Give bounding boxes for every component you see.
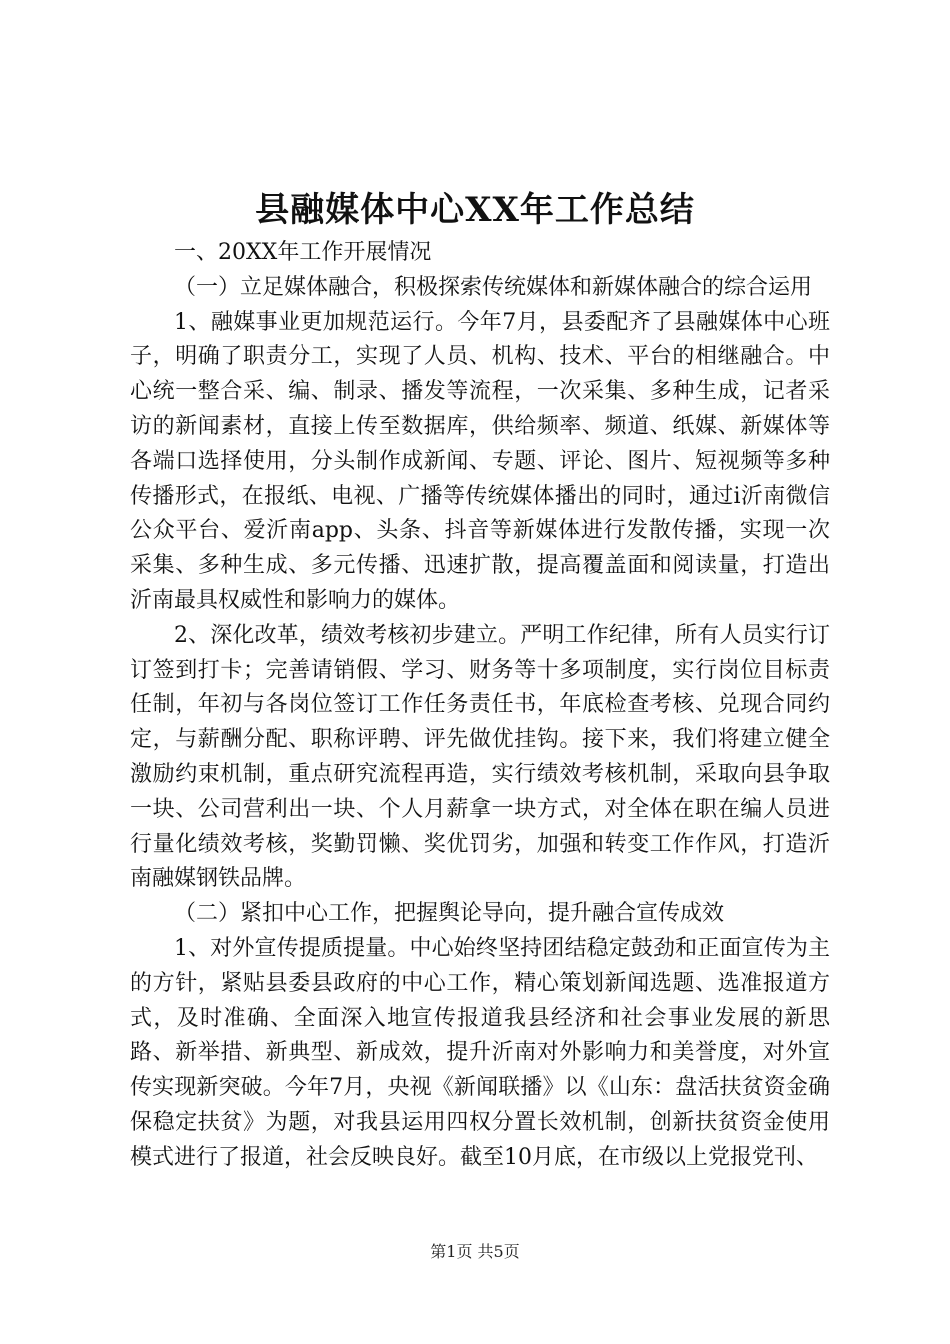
paragraph-2: 2、深化改革，绩效考核初步建立。严明工作纪律，所有人员实行订订签到打卡；完善请销假、学习、财务等十多项制度，实行岗位目标责任制，年初与各岗位签订工作任务责任书，年底检查考核、兑现合同约定，与薪酬分配、职称评聘、评先做优挂钩。接下来，我们将建立健全激励约束机制，重点研究流程再造，实行绩效考核机制，采取向县争取一块、公司营利出一块、个人月薪拿一块方式，对全体在职在编人员进行量化绩效考核，奖勤罚懒、奖优罚劣，加强和转变工作作风，打造沂南融媒钢铁品牌。 [130,622,830,892]
page-footer: 第1页 共5页 [430,1242,520,1261]
subsection-heading-1: （一）立足媒体融合，积极探索传统媒体和新媒体融合的综合运用 [174,274,813,300]
document-body [130,236,830,1176]
subsection-heading-2: （二）紧扣中心工作，把握舆论导向，提升融合宣传成效 [174,901,725,927]
paragraph-1: 1、融媒事业更加规范运行。今年7月，县委配齐了县融媒体中心班子，明确了职责分工，实现了人员、机构、技术、平台的相继融合。中心统一整合采、编、制录、播发等流程，一次采集、多种生成，记者采访的新闻素材，直接上传至数据库，供给频率、频道、纸媒、新媒体等各端口选择使用，分头制作成新闻、专题、评论、图片、短视频等多种传播形式，在报纸、电视、广播等传统媒体播出的同时，通过i沂南微信公众平台、爱沂南app、头条、抖音等新媒体进行发散传播，实现一次采集、多种生成、多元传播、迅速扩散，提高覆盖面和阅读量，打造出沂南最具权威性和影响力的媒体。 [130,309,830,613]
document-title: 县融媒体中心XX年工作总结 [255,190,695,230]
paragraph-3: 1、对外宣传提质提量。中心始终坚持团结稳定鼓劲和正面宣传为主的方针，紧贴县委县政府的中心工作，精心策划新闻选题、选准报道方式，及时准确、全面深入地宣传报道我县经济和社会事业发展的新思路、新举措、新典型、新成效，提升沂南对外影响力和美誉度，对外宣传实现新突破。今年7月，央视《新闻联播》以《山东：盘活扶贫资金确保稳定扶贫》为题，对我县运用四权分置长效机制，创新扶贫资金使用模式进行了报道，社会反映良好。截至10月底，在市级以上党报党刊、 [130,935,830,1170]
section-heading-1: 一、20XX年工作开展情况 [174,240,432,265]
